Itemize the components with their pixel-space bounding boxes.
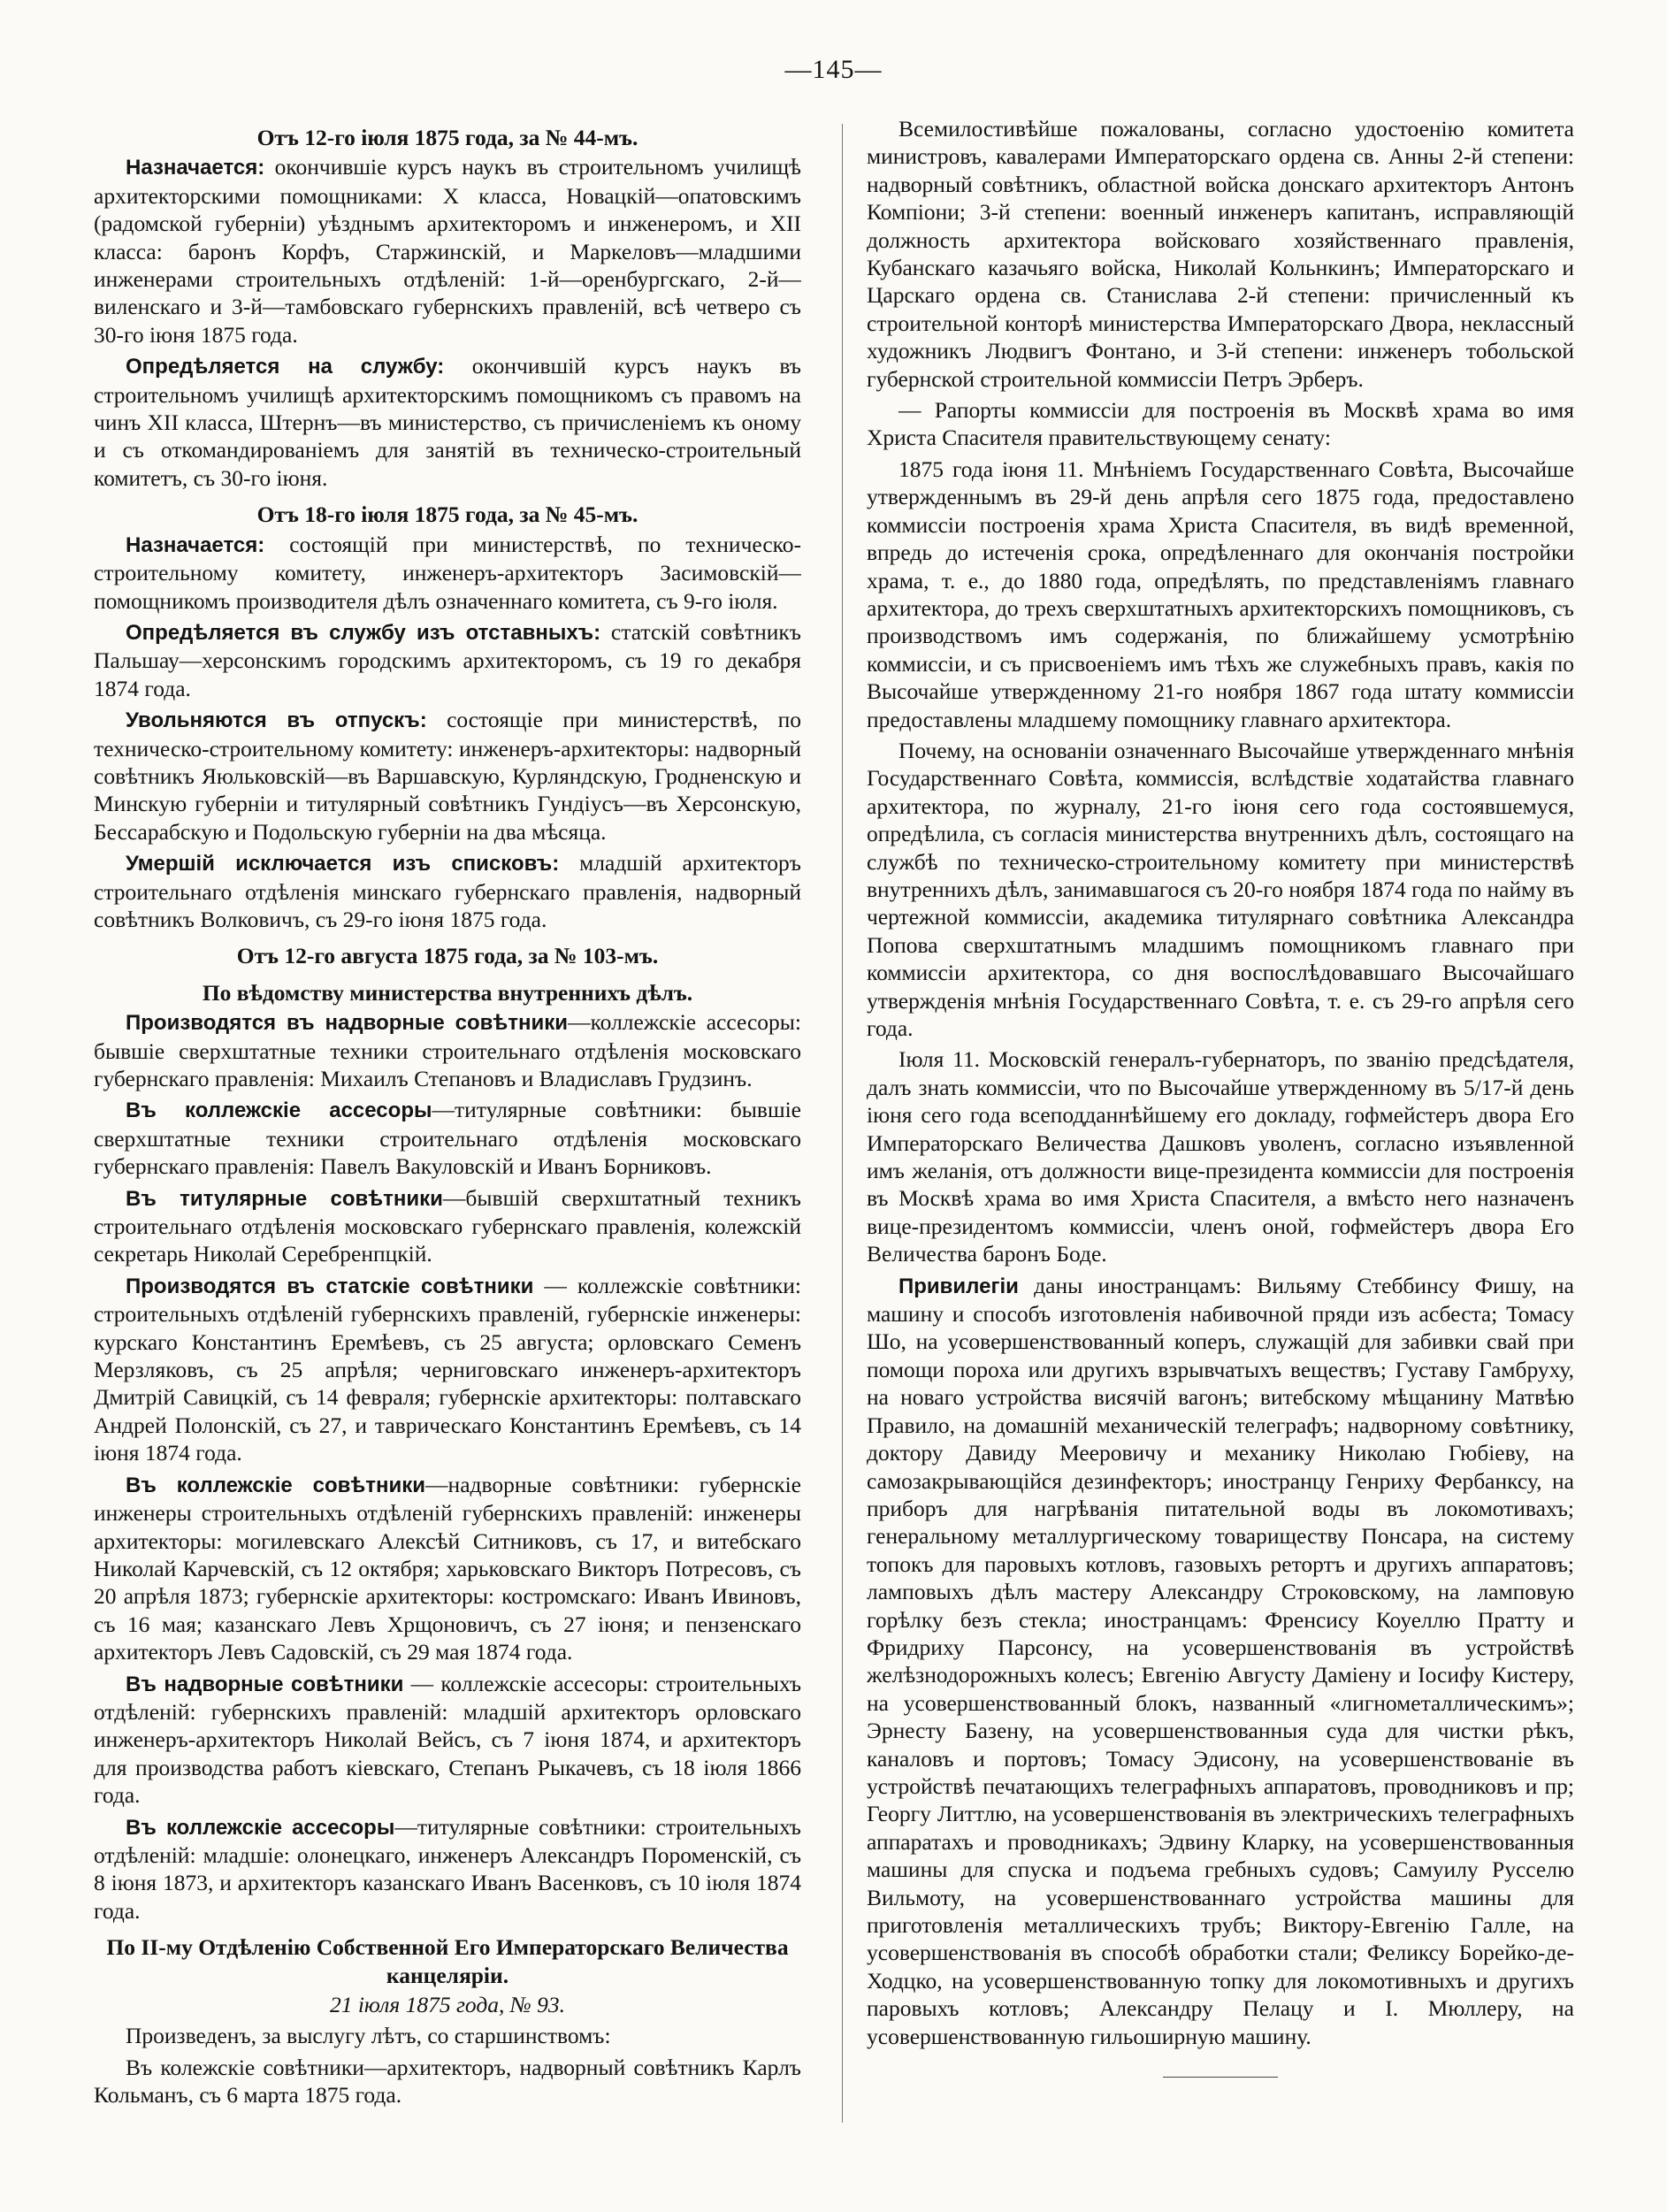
paragraph-lead: Умершій исключается изъ списковъ: xyxy=(126,852,560,876)
paragraph xyxy=(867,455,1574,733)
paragraph-lead: Производятся въ надворные совѣтники xyxy=(126,1011,569,1036)
paragraph xyxy=(94,352,801,492)
paragraph-text: —титулярные совѣтники: бывшіе сверхштатные техники строительнаго отдѣленія московскаго губернскаго правленія: Павелъ Вакуловскій и Иванъ Борниковъ. xyxy=(94,1097,801,1180)
paragraph-text: —титулярные совѣтники: строительныхъ отдѣленій: младшіе: олонецкаго, инженеръ Александръ Пороменскій, съ 8 іюня 1873, и архитекторъ казанскаго Иванъ Васенковъ, съ 10 іюля 1874 года. xyxy=(94,1813,801,1924)
paragraph-text: даны иностранцамъ: Вильяму Стеббинсу Фишу, на машину и способъ изготовленія набивочной пряди изъ асбеста; Томасу Шо, на усовершенствованный коперъ, служащій для забивки свай при помощи пороха или другихъ взрывчатыхъ веществъ; Густаву Гамбруху, на новаго устройства висячій вагонъ; витебскому мѣщанину Матвѣю Правило, на домашній механическій телеграфъ; надворному совѣтнику, доктору Давиду Мееровичу и механику Николаю Гюбіеву, на самозакрывающійся дезинфекторъ; иностранцу Генриху Фербанксу, на приборъ для нагрѣванія питательной воды въ локомотивахъ; генеральному металлургическому товариществу Понсара, на систему топокъ для паровыхъ котловъ, газовыхъ ретортъ и другихъ аппаратовъ; ламповыхъ дѣлъ мастеру Александру Строковскому, на ламповую горѣлку безъ стекла; иностранцамъ: Френсису Коуеллю Пратту и Фридриху Парсонсу, на усовершенствованія въ устройствѣ желѣзнодорожныхъ колесъ; Евгенію Августу Даміену и Іосифу Кистеру, на усовершенствованный блокъ, названный «лигнометаллическимъ»; Эрнесту Базену, на усовершенствованныя суда для чистки рѣкъ, каналовъ и портовъ; Томасу Эдисону, на усовершенствованіе въ устройствѣ печатающихъ телеграфныхъ аппаратовъ, проводниковъ и пр; Георгу Литтлю, на усовершенствованія въ электрическихъ телеграфныхъ аппаратахъ и проводникахъ; Эдвину Кларку, на усовершенствованныя машины для спуска и подъема гребныхъ судовъ; Самуилу Русселю Вильмоту, на усовершенствованнаго устройства машины для приготовленія металлическихъ трубъ; Виктору-Евгенію Галле, на усовершенствованія въ способѣ обработки стали; Феликсу Борейко-де-Ходцко, на усовершенствованную топку для локомотивныхъ и другихъ паровыхъ котловъ; Александру Пелацу и І. Мюллеру, на усовершенствованную гильоширную машину. xyxy=(867,1272,1574,2049)
paragraph-text: — коллежскіе совѣтники: строительныхъ отдѣленій губернскихъ правленій, губернскіе инженеры: курскаго Константинъ Еремѣевъ, съ 25 августа; орловскаго Семенъ Мерзляковъ, съ 25 апрѣля; черниговскаго инженеръ-архитекторъ Дмитрій Савицкій, съ 14 февраля; губернскіе архитекторы: полтавскаго Андрей Полонскій, съ 27, и таврическаго Константинъ Еремѣевъ, съ 14 іюня 1874 года. xyxy=(94,1272,801,1466)
paragraph-lead: Въ коллежскіе ассесоры xyxy=(126,1815,395,1840)
paragraph xyxy=(867,115,1574,393)
section-heading: Отъ 12-го іюля 1875 года, за № 44-мъ. xyxy=(256,125,639,150)
section-heading: Отъ 18-го іюля 1875 года, за № 45-мъ. xyxy=(256,501,639,528)
paragraph-text: —коллежскіе ассесоры: бывшіе сверхштатные техники строительнаго отдѣленія московскаго губернскаго правленія: Михаилъ Степановъ и Владиславъ Грудзинъ. xyxy=(94,1009,801,1091)
paragraph xyxy=(94,1184,801,1268)
paragraph-text: состоящій при министерствѣ, по техническо-строительному комитету, инженеръ-архитекторъ Засимовскій—помощникомъ производителя дѣлъ означеннаго комитета, съ 9-го іюля. xyxy=(94,531,801,614)
paragraph-lead: Опредѣляется на службу: xyxy=(126,355,445,379)
paragraph-text: окончившій курсъ наукъ въ строительномъ училищѣ архитекторскимъ помощникомъ съ правомъ на чинъ XII класса, Штернъ—въ министерство, съ причисленіемъ къ оному и съ откомандированіемъ для занятій въ техническо-строительный комитетъ, съ 30-го іюня. xyxy=(94,353,801,491)
section-subheading: По вѣдомству министерства внутреннихъ дѣлъ. xyxy=(202,979,693,1006)
date-line: 21 іюля 1875 года, № 93. xyxy=(329,1992,566,2017)
paragraph-text: — коллежскіе ассесоры: строительныхъ отдѣленій: губернскихъ правленій: младшій архитекторъ орловскаго инженеръ-архитекторъ Николай Вейсъ, съ 7 іюня 1874, и архитекторъ для производства работъ кіевскаго, Степанъ Рыкачевъ, съ 18 іюля 1866 года. xyxy=(94,1670,801,1809)
paragraph xyxy=(867,1045,1574,1267)
paragraph-lead: Въ коллежскіе совѣтники xyxy=(126,1473,426,1497)
section-heading: По II-му Отдѣленію Собственной Его Императорскаго Величества канцеляріи. xyxy=(106,1934,789,1988)
paragraph xyxy=(867,1272,1574,2050)
paragraph xyxy=(94,1096,801,1180)
paragraph xyxy=(94,1670,801,1810)
paragraph-lead: Въ надворные совѣтники xyxy=(126,1672,404,1696)
paragraph-text: —бывшій сверхштатный техникъ строительнаго отдѣленія московскаго губернскаго правленія, колежскій секретарь Николай Серебренпцкій. xyxy=(94,1184,801,1267)
paragraph-lead: Опредѣляется въ службу изъ отставныхъ: xyxy=(126,620,601,645)
paragraph xyxy=(94,153,801,348)
paragraph-text: Въ колежскіе совѣтники—архитекторъ, надворный совѣтникъ Карлъ Кольманъ, съ 6 марта 1875 года. xyxy=(94,2054,801,2109)
paragraph xyxy=(94,618,801,702)
paragraph-lead: Увольняются въ отпускъ: xyxy=(126,708,427,733)
paragraph-text: окончившіе курсъ наукъ въ строительномъ училищѣ архитекторскими помощниками: X класса, Новацкій—опатовскимъ (радомской губерніи) уѣзднымъ архитекторомъ и инженеромъ, и XII класса: баронъ Корфъ, Старжинскій, и Маркеловъ—младшими инженерами строительныхъ отдѣленій: 1-й—оренбургскаго, 2-й—виленскаго и 3-й—тамбовскаго губернскихъ правленій, всѣ четверо съ 30-го іюня 1875 года. xyxy=(94,154,801,348)
paragraph-text: младшій архитекторъ строительнаго отдѣленія минскаго губернскаго правленія, надворный совѣтникъ Волковичъ, съ 29-го іюня 1875 года. xyxy=(94,850,801,932)
paragraph xyxy=(94,1272,801,1467)
paragraph xyxy=(867,396,1574,452)
paragraph xyxy=(94,1471,801,1666)
paragraph-text: Всемилостивѣйше пожалованы, согласно удостоенію комитета министровъ, кавалерами Императорскаго ордена св. Анны 2-й степени: надворный совѣтникъ, областной войска донскаго архитекторъ Антонъ Компіони; 3-й степени: военный инженеръ капитанъ, исправляющій должность архитектора войсковаго хозяйственнаго правленія, Кубанскаго казачьяго войска, Николай Кольнкинъ; Императорскаго и Царскаго ордена св. Станислава 2-й степени: причисленный къ строительной конторѣ министерства Императорскаго Двора, неклассный художникъ Людвигъ Фонтано, и 3-й степени: инженеръ тобольской губернской строительной коммиссіи Петръ Эрберъ. xyxy=(867,116,1574,392)
paragraph xyxy=(94,2054,801,2109)
paragraph-text: состоящіе при министерствѣ, по техническо-строительному комитету: инженеръ-архитекторы: надворный совѣтникъ Яюльковскій—въ Варшавскую, Курляндскую, Гродненскую и Минскую губерніи и титулярный совѣтникъ Гундіусъ—въ Херсонскую, Бессарабскую и Подольскую губерніи на два мѣсяца. xyxy=(94,707,801,845)
paragraph-text: —надворные совѣтники: губернскіе инженеры строительныхъ отдѣленій губернскихъ правленій: инженеры архитекторы: могилевскаго Алексѣй Ситниковъ, съ 17, и витебскаго Николай Карчевскій, съ 12 октября; харьковскаго Викторъ Потресовъ, съ 20 апрѣля 1873; губернскіе архитекторы: костромскаго: Иванъ Ивиновъ, съ 16 мая; казанскаго Левъ Хрщоновичъ, съ 27 іюня; и пензенскаго архитекторъ Левъ Садовскій, съ 29 мая 1874 года. xyxy=(94,1471,801,1665)
paragraph-text: Произведенъ, за выслугу лѣтъ, со старшинствомъ: xyxy=(126,2023,611,2049)
paragraph xyxy=(94,849,801,933)
paragraph-text: — Рапорты коммиссіи для построенія въ Москвѣ храма во имя Христа Спасителя правительствующему сенату: xyxy=(867,397,1574,451)
paragraph-text: Почему, на основаніи означеннаго Высочайше утвержденнаго мнѣнія Государственнаго Совѣта, коммиссія, вслѣдствіе ходатайства главнаго архитектора, по журналу, 21-го іюня сего года состоявшемуся, опредѣлила, съ согласія министерства внутреннихъ дѣлъ, состоящаго на службѣ по техническо-строительному комитету при министерствѣ внутреннихъ дѣлъ, занимавшагося съ 20-го ноября 1874 года по найму въ чертежной коммиссіи, академика титулярнаго совѣтника Александра Попова сверхштатнымъ младшимъ помощникомъ главнаго при коммиссіи архитектора, со дня воспослѣдовавшаго Высочайшаго утвержденія мнѣнія Государственнаго Совѣта, т. е. съ 29-го апрѣля сего года. xyxy=(867,737,1574,1041)
paragraph-text: Іюля 11. Московскій генералъ-губернаторъ, по званію предсѣдателя, далъ знать коммиссіи, что по Высочайше утвержденному въ 5/17-й день іюня сего года всеподданнѣйшему его докладу, гофмейстеръ двора Его Императорскаго Величества Дашковъ уволенъ, согласно изъявленной имъ желанія, отъ должности вице-президента коммиссіи для построенія въ Москвѣ храма во имя Христа Спасителя, а вмѣсто него назначенъ вице-президентомъ коммиссіи, членъ оной, гофмейстеръ двора Его Величества баронъ Боде. xyxy=(867,1046,1574,1267)
paragraph-lead: Назначается: xyxy=(126,156,265,180)
left-column xyxy=(94,115,801,2185)
paragraph xyxy=(867,737,1574,1042)
paragraph xyxy=(94,2022,801,2049)
paragraph xyxy=(94,1813,801,1925)
paragraph-text: статскій совѣтникъ Пальшау—херсонскимъ городскимъ архитекторомъ, съ 19 го декабря 1874 года. xyxy=(94,618,801,701)
paragraph xyxy=(94,706,801,846)
paragraph-lead: Въ коллежскіе ассесоры xyxy=(126,1098,432,1123)
end-rule xyxy=(1163,2077,1278,2078)
paragraph-lead: Въ титулярные совѣтники xyxy=(126,1186,443,1211)
right-column xyxy=(867,115,1574,2185)
paragraph-lead: Назначается: xyxy=(126,532,265,557)
paragraph-lead: Производятся въ статскіе совѣтники xyxy=(126,1274,534,1298)
paragraph xyxy=(94,531,801,615)
column-divider xyxy=(842,124,843,2123)
paragraph xyxy=(94,1008,801,1092)
paragraph-text: 1875 года іюня 11. Мнѣніемъ Государственнаго Совѣта, Высочайше утвержденнымъ въ 29-й день апрѣля сего 1875 года, предоставлено коммиссіи построенія храма Христа Спасителя, въ видѣ временной, впредь до истеченія срока, опредѣленнаго для окончанія постройки храма, т. е., до 1880 года, опредѣлять, по представленіямъ главнаго архитектора, до трехъ сверхштатныхъ архитекторскихъ помощниковъ, съ производствомъ имъ содержанія, по ближайшему усмотрѣнію коммиссіи, и съ присвоеніемъ имъ тѣхъ же служебныхъ правъ, какія по Высочайше утвержденному 21-го ноября 1867 года штату коммиссіи предоставлены младшему помощнику главнаго архитектора. xyxy=(867,455,1574,732)
paragraph-lead: Привилегіи xyxy=(898,1274,1019,1298)
page-number: —145— xyxy=(784,55,883,84)
section-heading: Отъ 12-го августа 1875 года, за № 103-мъ. xyxy=(236,943,659,969)
